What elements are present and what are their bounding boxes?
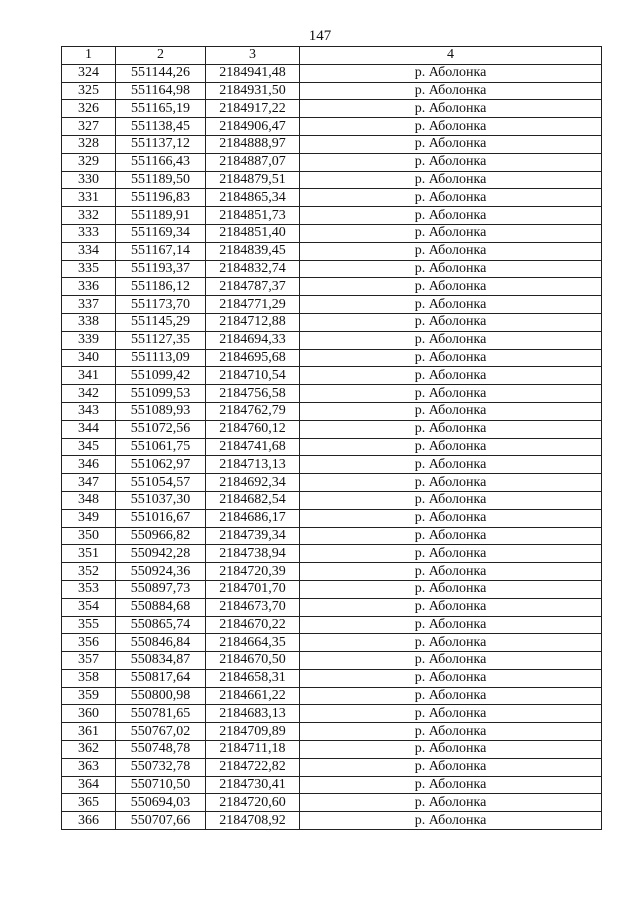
- cell-y-coordinate: 2184865,34: [206, 189, 300, 207]
- cell-point-number: 359: [62, 687, 116, 705]
- cell-x-coordinate: 551138,45: [116, 118, 206, 136]
- table-row: [62, 296, 602, 314]
- cell-x-coordinate: 550707,66: [116, 812, 206, 830]
- cell-x-coordinate: 550800,98: [116, 687, 206, 705]
- cell-x-coordinate: 551037,30: [116, 491, 206, 509]
- page-number: 147: [308, 28, 332, 44]
- cell-point-number: 345: [62, 438, 116, 456]
- table-row: [62, 260, 602, 278]
- cell-x-coordinate: 550846,84: [116, 634, 206, 652]
- cell-description: р. Аболонка: [300, 224, 602, 242]
- cell-x-coordinate: 551061,75: [116, 438, 206, 456]
- table-row: [62, 242, 602, 260]
- cell-y-coordinate: 2184686,17: [206, 509, 300, 527]
- table-row: [62, 100, 602, 118]
- cell-y-coordinate: 2184722,82: [206, 758, 300, 776]
- table-row: [62, 491, 602, 509]
- cell-point-number: 327: [62, 118, 116, 136]
- cell-x-coordinate: 550865,74: [116, 616, 206, 634]
- table-row: [62, 545, 602, 563]
- cell-x-coordinate: 551164,98: [116, 82, 206, 100]
- cell-point-number: 366: [62, 812, 116, 830]
- cell-point-number: 330: [62, 171, 116, 189]
- cell-y-coordinate: 2184879,51: [206, 171, 300, 189]
- cell-description: р. Аболонка: [300, 420, 602, 438]
- cell-point-number: 336: [62, 278, 116, 296]
- cell-y-coordinate: 2184661,22: [206, 687, 300, 705]
- cell-y-coordinate: 2184720,39: [206, 563, 300, 581]
- cell-y-coordinate: 2184730,41: [206, 776, 300, 794]
- cell-point-number: 326: [62, 100, 116, 118]
- cell-y-coordinate: 2184692,34: [206, 474, 300, 492]
- column-header-x-coordinate: 2: [116, 47, 206, 65]
- cell-x-coordinate: 551137,12: [116, 135, 206, 153]
- table-row: [62, 64, 602, 82]
- cell-x-coordinate: 551127,35: [116, 331, 206, 349]
- table-body: [62, 64, 602, 829]
- cell-x-coordinate: 551099,42: [116, 367, 206, 385]
- table-row: [62, 616, 602, 634]
- cell-y-coordinate: 2184682,54: [206, 491, 300, 509]
- cell-point-number: 324: [62, 64, 116, 82]
- cell-description: р. Аболонка: [300, 616, 602, 634]
- cell-x-coordinate: 551072,56: [116, 420, 206, 438]
- cell-description: р. Аболонка: [300, 135, 602, 153]
- cell-y-coordinate: 2184771,29: [206, 296, 300, 314]
- cell-point-number: 353: [62, 580, 116, 598]
- cell-y-coordinate: 2184710,54: [206, 367, 300, 385]
- cell-point-number: 348: [62, 491, 116, 509]
- cell-point-number: 362: [62, 741, 116, 759]
- cell-description: р. Аболонка: [300, 100, 602, 118]
- cell-x-coordinate: 550924,36: [116, 563, 206, 581]
- cell-description: р. Аболонка: [300, 278, 602, 296]
- cell-description: р. Аболонка: [300, 776, 602, 794]
- cell-point-number: 361: [62, 723, 116, 741]
- cell-description: р. Аболонка: [300, 598, 602, 616]
- cell-x-coordinate: 551186,12: [116, 278, 206, 296]
- cell-y-coordinate: 2184832,74: [206, 260, 300, 278]
- cell-y-coordinate: 2184711,18: [206, 741, 300, 759]
- table-row: [62, 776, 602, 794]
- cell-point-number: 343: [62, 402, 116, 420]
- table-row: [62, 474, 602, 492]
- cell-x-coordinate: 551016,67: [116, 509, 206, 527]
- cell-y-coordinate: 2184851,40: [206, 224, 300, 242]
- cell-y-coordinate: 2184664,35: [206, 634, 300, 652]
- table-row: [62, 153, 602, 171]
- table-header-row: [62, 47, 602, 65]
- cell-x-coordinate: 551189,50: [116, 171, 206, 189]
- cell-x-coordinate: 550817,64: [116, 669, 206, 687]
- cell-y-coordinate: 2184713,13: [206, 456, 300, 474]
- table-row: [62, 331, 602, 349]
- cell-description: р. Аболонка: [300, 313, 602, 331]
- cell-point-number: 349: [62, 509, 116, 527]
- cell-x-coordinate: 550694,03: [116, 794, 206, 812]
- cell-point-number: 365: [62, 794, 116, 812]
- cell-description: р. Аболонка: [300, 367, 602, 385]
- cell-y-coordinate: 2184709,89: [206, 723, 300, 741]
- table-row: [62, 402, 602, 420]
- table-row: [62, 687, 602, 705]
- cell-point-number: 331: [62, 189, 116, 207]
- table-row: [62, 313, 602, 331]
- cell-description: р. Аболонка: [300, 118, 602, 136]
- cell-y-coordinate: 2184695,68: [206, 349, 300, 367]
- cell-y-coordinate: 2184906,47: [206, 118, 300, 136]
- table-row: [62, 420, 602, 438]
- table-row: [62, 118, 602, 136]
- cell-description: р. Аболонка: [300, 260, 602, 278]
- table-row: [62, 349, 602, 367]
- column-header-y-coordinate: 3: [206, 47, 300, 65]
- cell-y-coordinate: 2184701,70: [206, 580, 300, 598]
- cell-x-coordinate: 551113,09: [116, 349, 206, 367]
- cell-point-number: 344: [62, 420, 116, 438]
- cell-x-coordinate: 551089,93: [116, 402, 206, 420]
- cell-x-coordinate: 551189,91: [116, 207, 206, 225]
- cell-y-coordinate: 2184787,37: [206, 278, 300, 296]
- table-row: [62, 189, 602, 207]
- table-row: [62, 794, 602, 812]
- cell-x-coordinate: 551144,26: [116, 64, 206, 82]
- table-row: [62, 563, 602, 581]
- table-row: [62, 652, 602, 670]
- cell-description: р. Аболонка: [300, 491, 602, 509]
- cell-y-coordinate: 2184887,07: [206, 153, 300, 171]
- table-row: [62, 224, 602, 242]
- table-row: [62, 456, 602, 474]
- table-row: [62, 598, 602, 616]
- cell-point-number: 333: [62, 224, 116, 242]
- cell-description: р. Аболонка: [300, 687, 602, 705]
- table-row: [62, 82, 602, 100]
- cell-point-number: 364: [62, 776, 116, 794]
- cell-description: р. Аболонка: [300, 171, 602, 189]
- cell-x-coordinate: 551165,19: [116, 100, 206, 118]
- cell-description: р. Аболонка: [300, 153, 602, 171]
- cell-y-coordinate: 2184917,22: [206, 100, 300, 118]
- cell-description: р. Аболонка: [300, 331, 602, 349]
- cell-x-coordinate: 551054,57: [116, 474, 206, 492]
- cell-y-coordinate: 2184708,92: [206, 812, 300, 830]
- cell-description: р. Аболонка: [300, 563, 602, 581]
- cell-y-coordinate: 2184673,70: [206, 598, 300, 616]
- cell-description: р. Аболонка: [300, 438, 602, 456]
- cell-y-coordinate: 2184739,34: [206, 527, 300, 545]
- table-row: [62, 527, 602, 545]
- cell-x-coordinate: 551193,37: [116, 260, 206, 278]
- cell-description: р. Аболонка: [300, 794, 602, 812]
- cell-y-coordinate: 2184931,50: [206, 82, 300, 100]
- cell-point-number: 354: [62, 598, 116, 616]
- cell-description: р. Аболонка: [300, 634, 602, 652]
- cell-description: р. Аболонка: [300, 242, 602, 260]
- cell-point-number: 351: [62, 545, 116, 563]
- cell-point-number: 332: [62, 207, 116, 225]
- cell-y-coordinate: 2184720,60: [206, 794, 300, 812]
- cell-point-number: 346: [62, 456, 116, 474]
- cell-point-number: 350: [62, 527, 116, 545]
- cell-description: р. Аболонка: [300, 474, 602, 492]
- cell-description: р. Аболонка: [300, 402, 602, 420]
- cell-description: р. Аболонка: [300, 349, 602, 367]
- cell-y-coordinate: 2184670,50: [206, 652, 300, 670]
- table-row: [62, 812, 602, 830]
- cell-point-number: 340: [62, 349, 116, 367]
- cell-x-coordinate: 551173,70: [116, 296, 206, 314]
- cell-y-coordinate: 2184839,45: [206, 242, 300, 260]
- cell-description: р. Аболонка: [300, 527, 602, 545]
- cell-point-number: 337: [62, 296, 116, 314]
- cell-point-number: 352: [62, 563, 116, 581]
- cell-y-coordinate: 2184683,13: [206, 705, 300, 723]
- cell-y-coordinate: 2184694,33: [206, 331, 300, 349]
- table-row: [62, 509, 602, 527]
- cell-x-coordinate: 551166,43: [116, 153, 206, 171]
- cell-y-coordinate: 2184888,97: [206, 135, 300, 153]
- cell-point-number: 360: [62, 705, 116, 723]
- cell-point-number: 347: [62, 474, 116, 492]
- cell-description: р. Аболонка: [300, 652, 602, 670]
- cell-y-coordinate: 2184658,31: [206, 669, 300, 687]
- column-header-description: 4: [300, 47, 602, 65]
- table-row: [62, 438, 602, 456]
- cell-y-coordinate: 2184851,73: [206, 207, 300, 225]
- cell-description: р. Аболонка: [300, 705, 602, 723]
- cell-description: р. Аболонка: [300, 758, 602, 776]
- cell-x-coordinate: 550966,82: [116, 527, 206, 545]
- cell-point-number: 335: [62, 260, 116, 278]
- cell-description: р. Аболонка: [300, 82, 602, 100]
- cell-x-coordinate: 551169,34: [116, 224, 206, 242]
- cell-description: р. Аболонка: [300, 812, 602, 830]
- cell-description: р. Аболонка: [300, 741, 602, 759]
- cell-description: р. Аболонка: [300, 385, 602, 403]
- table-row: [62, 741, 602, 759]
- cell-y-coordinate: 2184741,68: [206, 438, 300, 456]
- cell-point-number: 356: [62, 634, 116, 652]
- cell-x-coordinate: 551196,83: [116, 189, 206, 207]
- table-row: [62, 669, 602, 687]
- cell-description: р. Аболонка: [300, 580, 602, 598]
- cell-point-number: 334: [62, 242, 116, 260]
- cell-x-coordinate: 550781,65: [116, 705, 206, 723]
- cell-x-coordinate: 550732,78: [116, 758, 206, 776]
- cell-description: р. Аболонка: [300, 207, 602, 225]
- cell-point-number: 325: [62, 82, 116, 100]
- cell-x-coordinate: 550767,02: [116, 723, 206, 741]
- cell-description: р. Аболонка: [300, 456, 602, 474]
- table-row: [62, 723, 602, 741]
- cell-x-coordinate: 550942,28: [116, 545, 206, 563]
- cell-point-number: 339: [62, 331, 116, 349]
- cell-description: р. Аболонка: [300, 545, 602, 563]
- cell-y-coordinate: 2184738,94: [206, 545, 300, 563]
- column-header-point-number: 1: [62, 47, 116, 65]
- cell-point-number: 363: [62, 758, 116, 776]
- cell-point-number: 357: [62, 652, 116, 670]
- table-row: [62, 171, 602, 189]
- cell-y-coordinate: 2184941,48: [206, 64, 300, 82]
- cell-point-number: 329: [62, 153, 116, 171]
- cell-y-coordinate: 2184762,79: [206, 402, 300, 420]
- table-row: [62, 705, 602, 723]
- table-row: [62, 135, 602, 153]
- cell-x-coordinate: 551099,53: [116, 385, 206, 403]
- coordinates-table: [61, 46, 602, 830]
- cell-point-number: 328: [62, 135, 116, 153]
- cell-y-coordinate: 2184756,58: [206, 385, 300, 403]
- cell-description: р. Аболонка: [300, 296, 602, 314]
- cell-description: р. Аболонка: [300, 509, 602, 527]
- cell-point-number: 358: [62, 669, 116, 687]
- cell-description: р. Аболонка: [300, 64, 602, 82]
- cell-x-coordinate: 550748,78: [116, 741, 206, 759]
- cell-x-coordinate: 550897,73: [116, 580, 206, 598]
- cell-x-coordinate: 550884,68: [116, 598, 206, 616]
- cell-description: р. Аболонка: [300, 189, 602, 207]
- table-row: [62, 367, 602, 385]
- cell-description: р. Аболонка: [300, 669, 602, 687]
- table-row: [62, 758, 602, 776]
- cell-point-number: 341: [62, 367, 116, 385]
- cell-y-coordinate: 2184712,88: [206, 313, 300, 331]
- table-row: [62, 207, 602, 225]
- table-row: [62, 580, 602, 598]
- cell-x-coordinate: 551145,29: [116, 313, 206, 331]
- cell-x-coordinate: 550834,87: [116, 652, 206, 670]
- cell-x-coordinate: 551167,14: [116, 242, 206, 260]
- cell-point-number: 355: [62, 616, 116, 634]
- table-row: [62, 385, 602, 403]
- cell-x-coordinate: 550710,50: [116, 776, 206, 794]
- cell-y-coordinate: 2184670,22: [206, 616, 300, 634]
- cell-y-coordinate: 2184760,12: [206, 420, 300, 438]
- cell-x-coordinate: 551062,97: [116, 456, 206, 474]
- table-row: [62, 278, 602, 296]
- cell-description: р. Аболонка: [300, 723, 602, 741]
- table-row: [62, 634, 602, 652]
- cell-point-number: 338: [62, 313, 116, 331]
- cell-point-number: 342: [62, 385, 116, 403]
